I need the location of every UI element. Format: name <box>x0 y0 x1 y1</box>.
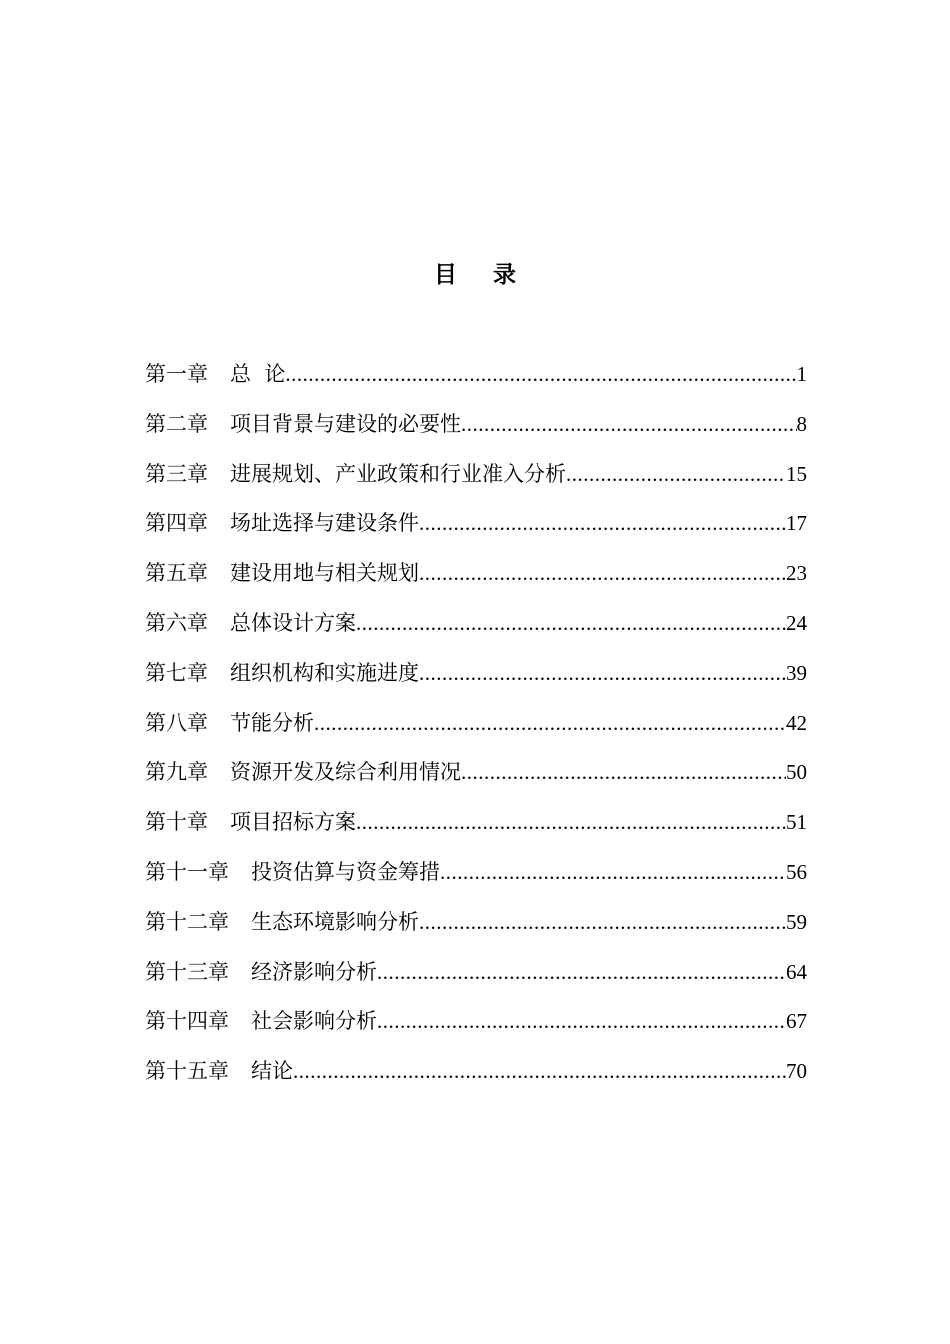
toc-dot-leader <box>293 1049 786 1093</box>
toc-chapter-title: 投资估算与资金筹措 <box>251 859 440 884</box>
toc-chapter-number: 第九章 <box>145 760 208 785</box>
toc-chapter-title: 场址选择与建设条件 <box>230 511 419 536</box>
toc-page-number: 64 <box>786 959 807 984</box>
toc-page-number: 8 <box>796 411 807 436</box>
toc-chapter-number: 第五章 <box>145 561 208 586</box>
toc-dot-leader <box>461 750 786 794</box>
toc-dot-leader <box>419 651 786 695</box>
toc-entry[interactable] <box>145 701 807 751</box>
toc-chapter-title: 总 论 <box>230 362 286 386</box>
toc-chapter-title: 资源开发及综合利用情况 <box>230 760 461 785</box>
toc-entry[interactable] <box>145 601 807 651</box>
toc-dot-leader <box>419 900 786 944</box>
toc-dot-leader <box>566 452 786 496</box>
toc-page-number: 39 <box>786 660 807 685</box>
toc-page-number: 17 <box>786 511 807 536</box>
toc-chapter-number: 第十五章 <box>145 1059 229 1084</box>
toc-page-number: 51 <box>786 810 807 835</box>
toc-chapter-title: 生态环境影响分析 <box>251 909 419 934</box>
toc-chapter-title: 建设用地与相关规划 <box>230 561 419 586</box>
toc-chapter-number: 第十二章 <box>145 909 229 934</box>
toc-page-number: 42 <box>786 710 807 735</box>
toc-chapter-title: 总体设计方案 <box>230 610 356 635</box>
toc-entry[interactable] <box>145 1049 807 1099</box>
toc-page-number: 67 <box>786 1009 807 1034</box>
toc-dot-leader <box>440 850 786 894</box>
toc-entry[interactable] <box>145 551 807 601</box>
toc-chapter-title: 组织机构和实施进度 <box>230 660 419 685</box>
toc-entry[interactable] <box>145 900 807 950</box>
toc-entry[interactable] <box>145 452 807 502</box>
toc-chapter-number: 第十三章 <box>145 959 229 984</box>
toc-page-number: 24 <box>786 610 807 635</box>
toc-chapter-number: 第八章 <box>145 710 208 735</box>
toc-chapter-number: 第二章 <box>145 411 208 436</box>
toc-entry[interactable] <box>145 950 807 1000</box>
toc-chapter-title: 进展规划、产业政策和行业准入分析 <box>230 461 566 486</box>
toc-page-number: 56 <box>786 859 807 884</box>
toc-entry[interactable] <box>145 352 807 402</box>
toc-dot-leader <box>419 501 786 545</box>
toc-page-number: 70 <box>786 1059 807 1084</box>
toc-dot-leader <box>285 352 796 396</box>
toc-dot-leader <box>461 402 797 446</box>
toc-entry[interactable] <box>145 750 807 800</box>
toc-dot-leader <box>356 800 786 844</box>
toc-dot-leader <box>356 601 786 645</box>
toc-entry[interactable] <box>145 850 807 900</box>
toc-chapter-number: 第一章 <box>145 362 208 386</box>
toc-chapter-number: 第三章 <box>145 461 208 486</box>
toc-entry[interactable] <box>145 999 807 1049</box>
toc-page-number: 50 <box>786 760 807 785</box>
toc-chapter-number: 第十四章 <box>145 1009 229 1034</box>
toc-dot-leader <box>377 999 786 1043</box>
page-title: 目 录 <box>433 261 530 288</box>
table-of-contents <box>145 352 807 1099</box>
toc-page-number: 59 <box>786 909 807 934</box>
toc-page-number: 15 <box>786 461 807 486</box>
toc-entry[interactable] <box>145 501 807 551</box>
toc-chapter-number: 第十一章 <box>145 859 229 884</box>
toc-page-number: 23 <box>786 561 807 586</box>
toc-entry[interactable] <box>145 800 807 850</box>
toc-chapter-title: 结论 <box>251 1059 293 1084</box>
toc-dot-leader <box>377 950 786 994</box>
toc-chapter-number: 第七章 <box>145 660 208 685</box>
toc-chapter-number: 第六章 <box>145 610 208 635</box>
toc-chapter-number: 第十章 <box>145 810 208 835</box>
toc-chapter-title: 项目招标方案 <box>230 810 356 835</box>
toc-chapter-title: 社会影响分析 <box>251 1009 377 1034</box>
toc-chapter-title: 项目背景与建设的必要性 <box>230 411 461 436</box>
toc-chapter-number: 第四章 <box>145 511 208 536</box>
toc-entry[interactable] <box>145 651 807 701</box>
toc-chapter-title: 经济影响分析 <box>251 959 377 984</box>
toc-page-number: 1 <box>796 362 807 386</box>
toc-chapter-title: 节能分析 <box>230 710 314 735</box>
toc-dot-leader <box>419 551 786 595</box>
toc-entry[interactable] <box>145 402 807 452</box>
toc-dot-leader <box>314 701 786 745</box>
